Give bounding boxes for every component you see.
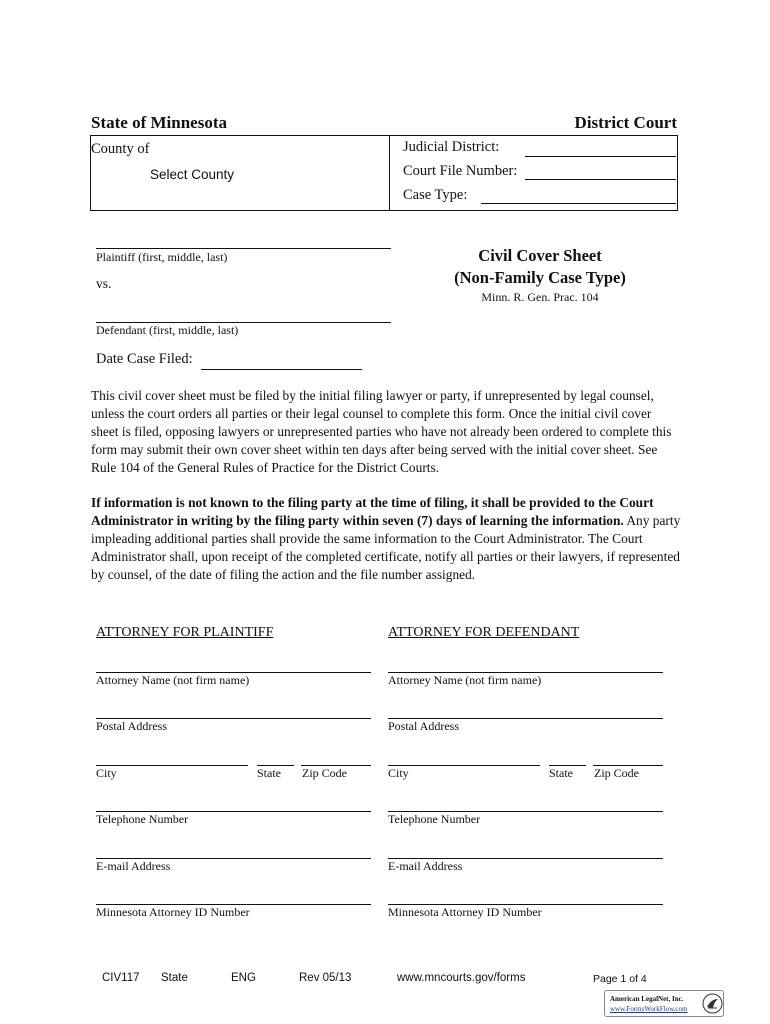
- plaintiff-field[interactable]: [96, 248, 391, 249]
- defendant-zip-label: Zip Code: [594, 766, 639, 780]
- instructions-paragraph: [91, 387, 681, 477]
- vs-text: vs.: [96, 276, 112, 291]
- notice-paragraph: [91, 494, 681, 584]
- legalnet-badge[interactable]: [604, 990, 724, 1017]
- plaintiff-telephone-label: Telephone Number: [96, 812, 189, 826]
- defendant-email-label: E-mail Address: [388, 859, 463, 873]
- plaintiff-state-label: State: [257, 766, 281, 780]
- plaintiff-city-field[interactable]: [96, 765, 248, 766]
- defendant-city-label: City: [388, 766, 409, 780]
- notice-rest-text: Any party impleading additional parties shall provide the same information to the Court Administrator. The Court Administrator shall, upon receipt of the completed certificate, notify all parties or their lawyers, if represented by counsel, of the date of filing the action and the file number assigned.: [91, 513, 681, 582]
- case-type-label: Case Type:: [403, 187, 468, 203]
- footer-page-number: Page 1 of 4: [593, 973, 647, 985]
- plaintiff-postal-address-label: Postal Address: [96, 719, 168, 733]
- notice-bold-text: If information is not known to the filing party at the time of filing, it shall be provided to the Court Administrator in writing by the filing party within seven (7) days of learning the information.: [91, 495, 654, 528]
- form-subtitle: (Non-Family Case Type): [454, 268, 626, 287]
- defendant-postal-address-label: Postal Address: [388, 719, 460, 733]
- court-heading: District Court: [574, 113, 677, 132]
- defendant-state-label: State: [549, 766, 573, 780]
- plaintiff-attorney-name-label: Attorney Name (not firm name): [96, 673, 250, 687]
- footer-url[interactable]: www.mncourts.gov/forms: [397, 972, 526, 984]
- county-label: County of: [91, 141, 150, 157]
- state-heading: State of Minnesota: [91, 113, 227, 132]
- plaintiff-label: Plaintiff (first, middle, last): [96, 250, 228, 264]
- court-file-number-label: Court File Number:: [403, 163, 518, 179]
- rule-reference: Minn. R. Gen. Prac. 104: [481, 290, 599, 304]
- defendant-attorney-id-label: Minnesota Attorney ID Number: [388, 905, 542, 919]
- form-title: Civil Cover Sheet: [478, 246, 602, 265]
- judicial-district-field[interactable]: [525, 156, 676, 157]
- defendant-attorney-name-label: Attorney Name (not firm name): [388, 673, 542, 687]
- footer-form-id: CIV117: [102, 972, 140, 984]
- footer-revision: Rev 05/13: [299, 972, 352, 984]
- county-box: [90, 135, 678, 211]
- date-case-filed-field[interactable]: [201, 369, 362, 370]
- county-select[interactable]: Select County: [150, 167, 235, 182]
- judicial-district-label: Judicial District:: [403, 139, 500, 155]
- notice-text: [91, 494, 681, 584]
- footer-language: ENG: [231, 972, 256, 984]
- plaintiff-city-label: City: [96, 766, 117, 780]
- defendant-city-field[interactable]: [388, 765, 540, 766]
- plaintiff-email-label: E-mail Address: [96, 859, 171, 873]
- badge-company: American LegalNet, Inc.: [610, 995, 684, 1003]
- badge-url[interactable]: www.FormsWorkFlow.com: [610, 1005, 688, 1013]
- plaintiff-attorney-id-label: Minnesota Attorney ID Number: [96, 905, 250, 919]
- plaintiff-zip-label: Zip Code: [302, 766, 347, 780]
- instructions-text: This civil cover sheet must be filed by the initial filing lawyer or party, if unrepresented by legal counsel, unless the court orders all parties or their legal counsel to complete this form. Once the initial civil cover sheet is filed, opposing lawyers or unrepresented parties who have not already been ordered to complete this form may submit their own cover sheet within ten days after being served with the initial cover sheet. See Rule 104 of the General Rules of Practice for the District Courts.: [91, 388, 672, 475]
- attorney-defendant-heading: ATTORNEY FOR DEFENDANT: [388, 625, 580, 640]
- case-type-field[interactable]: [481, 203, 676, 204]
- box-divider: [389, 135, 390, 211]
- footer-state: State: [161, 972, 188, 984]
- attorney-plaintiff-heading: ATTORNEY FOR PLAINTIFF: [96, 625, 274, 640]
- legalnet-logo-icon: [702, 993, 723, 1014]
- defendant-label: Defendant (first, middle, last): [96, 323, 239, 337]
- court-file-number-field[interactable]: [525, 179, 676, 180]
- date-case-filed-label: Date Case Filed:: [96, 351, 193, 367]
- defendant-telephone-label: Telephone Number: [388, 812, 481, 826]
